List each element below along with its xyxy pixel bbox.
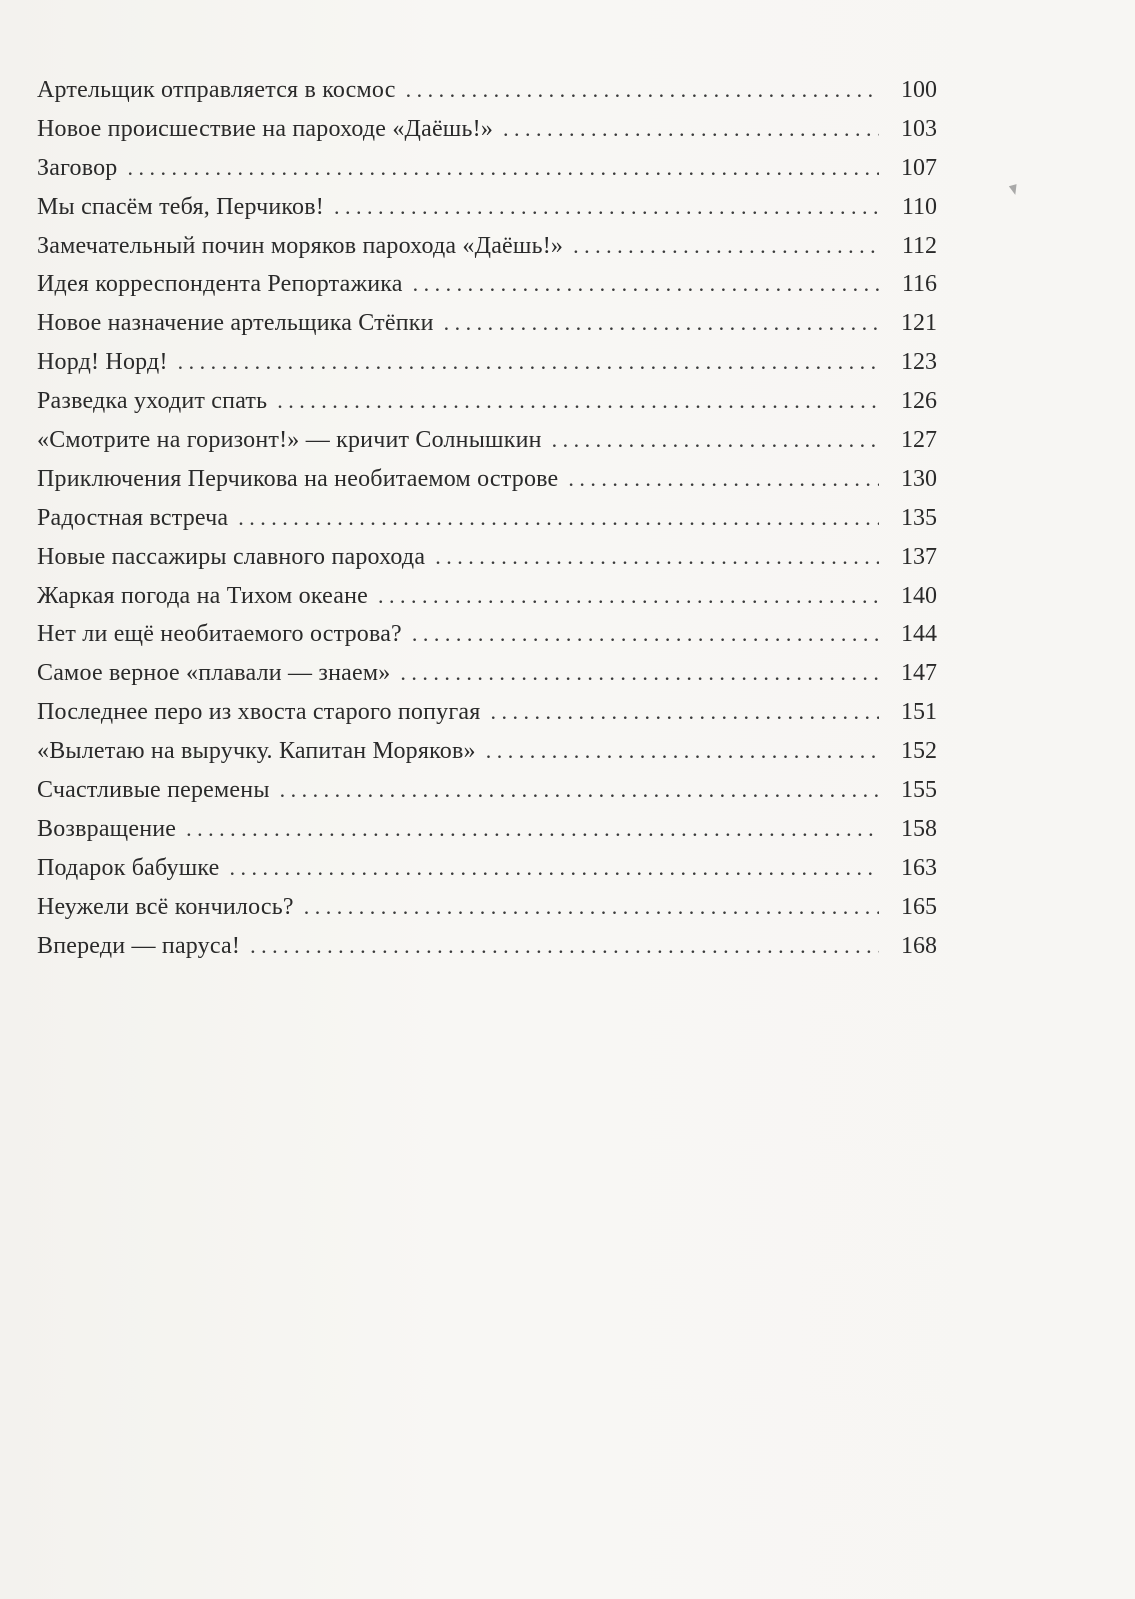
toc-entry-title: Подарок бабушке xyxy=(37,854,220,881)
toc-entry-page-number: 127 xyxy=(901,427,937,454)
toc-dot-leader xyxy=(400,660,879,686)
toc-entry xyxy=(37,271,937,310)
toc-entry-title: Жаркая погода на Тихом океане xyxy=(37,582,368,609)
toc-entry xyxy=(37,77,937,116)
toc-entry-title: Замечательный почин моряков парохода «Даёшь!» xyxy=(37,232,564,259)
toc-entry-title: Радостная встреча xyxy=(37,504,229,531)
toc-entry xyxy=(37,855,937,894)
toc-dot-leader xyxy=(413,271,879,297)
toc-entry-title: Возвращение xyxy=(37,815,177,842)
toc-entry-page-number: 140 xyxy=(901,582,937,609)
toc-entry xyxy=(37,505,937,544)
toc-dot-leader xyxy=(552,427,879,453)
toc-entry-title: Новое назначение артельщика Стёпки xyxy=(37,310,434,337)
toc-dot-leader xyxy=(573,233,879,259)
toc-entry-title: Последнее перо из хвоста старого попугая xyxy=(37,699,481,726)
toc-entry-page-number: 135 xyxy=(901,504,937,531)
toc-entry xyxy=(37,194,937,233)
toc-entry-page-number: 123 xyxy=(901,349,937,376)
toc-entry xyxy=(37,777,937,816)
toc-dot-leader xyxy=(230,855,879,881)
toc-entry-page-number: 110 xyxy=(901,193,937,220)
toc-entry-page-number: 103 xyxy=(901,115,937,142)
toc-dot-leader xyxy=(435,544,879,570)
toc-dot-leader xyxy=(486,738,879,764)
toc-entry-page-number: 116 xyxy=(901,271,937,298)
toc-entry-title: Счастливые перемены xyxy=(37,777,270,804)
toc-entry-page-number: 126 xyxy=(901,388,937,415)
toc-entry-page-number: 121 xyxy=(901,310,937,337)
print-mark-icon xyxy=(1009,184,1019,196)
toc-entry-title: Заговор xyxy=(37,154,118,181)
toc-entry-page-number: 152 xyxy=(901,738,937,765)
toc-dot-leader xyxy=(250,933,879,959)
toc-entry-title: Мы спасём тебя, Перчиков! xyxy=(37,193,324,220)
toc-entry-page-number: 130 xyxy=(901,465,937,492)
toc-entry-title: Идея корреспондента Репортажика xyxy=(37,271,403,298)
toc-entry xyxy=(37,621,937,660)
toc-entry-title: Самое верное «плавали — знаем» xyxy=(37,660,391,687)
toc-entry xyxy=(37,544,937,583)
toc-entry-title: «Смотрите на горизонт!» — кричит Солнышкин xyxy=(37,427,542,454)
toc-entry xyxy=(37,427,937,466)
toc-entry xyxy=(37,738,937,777)
toc-dot-leader xyxy=(378,583,879,609)
toc-entry-page-number: 168 xyxy=(901,932,937,959)
toc-dot-leader xyxy=(568,466,879,492)
toc-entry-title: Нет ли ещё необитаемого острова? xyxy=(37,621,402,648)
toc-entry-title: Впереди — паруса! xyxy=(37,932,241,959)
toc-entry xyxy=(37,466,937,505)
toc-entry-page-number: 107 xyxy=(901,154,937,181)
toc-entry-title: Неужели всё кончилось? xyxy=(37,893,294,920)
toc-entry-title: Разведка уходит спать xyxy=(37,388,268,415)
toc-entry-page-number: 155 xyxy=(901,777,937,804)
toc-entry xyxy=(37,894,937,933)
toc-entry-title: Новое происшествие на пароходе «Даёшь!» xyxy=(37,115,494,142)
toc-dot-leader xyxy=(280,777,879,803)
toc-entry-title: Приключения Перчикова на необитаемом острове xyxy=(37,465,559,492)
toc-entry xyxy=(37,816,937,855)
toc-entry-page-number: 147 xyxy=(901,660,937,687)
toc-entry-page-number: 144 xyxy=(901,621,937,648)
toc-dot-leader xyxy=(444,310,879,336)
toc-entry-page-number: 112 xyxy=(901,232,937,259)
toc-dot-leader xyxy=(304,894,879,920)
toc-entry xyxy=(37,699,937,738)
toc-dot-leader xyxy=(186,816,879,842)
toc-entry xyxy=(37,155,937,194)
toc-entry-title: Артельщик отправляется в космос xyxy=(37,77,396,103)
table-of-contents xyxy=(37,77,937,971)
toc-dot-leader xyxy=(277,388,879,414)
toc-entry xyxy=(37,583,937,622)
toc-dot-leader xyxy=(238,505,879,531)
toc-entry-page-number: 158 xyxy=(901,815,937,842)
toc-entry xyxy=(37,933,937,972)
toc-dot-leader xyxy=(334,194,879,220)
toc-entry-title: Новые пассажиры славного парохода xyxy=(37,543,426,570)
toc-dot-leader xyxy=(128,155,880,181)
toc-entry-page-number: 163 xyxy=(901,854,937,881)
toc-dot-leader xyxy=(490,699,879,725)
toc-dot-leader xyxy=(503,116,879,142)
toc-entry-page-number: 100 xyxy=(901,77,937,103)
toc-entry-title: «Вылетаю на выручку. Капитан Моряков» xyxy=(37,738,476,765)
toc-entry xyxy=(37,660,937,699)
toc-entry xyxy=(37,233,937,272)
toc-entry-page-number: 151 xyxy=(901,699,937,726)
toc-entry-title: Норд! Норд! xyxy=(37,349,168,376)
toc-entry xyxy=(37,116,937,155)
toc-dot-leader xyxy=(178,349,879,375)
toc-entry-page-number: 137 xyxy=(901,543,937,570)
toc-entry xyxy=(37,310,937,349)
toc-entry xyxy=(37,388,937,427)
toc-entry-page-number: 165 xyxy=(901,893,937,920)
toc-dot-leader xyxy=(406,77,879,103)
toc-entry xyxy=(37,349,937,388)
toc-dot-leader xyxy=(412,621,879,647)
